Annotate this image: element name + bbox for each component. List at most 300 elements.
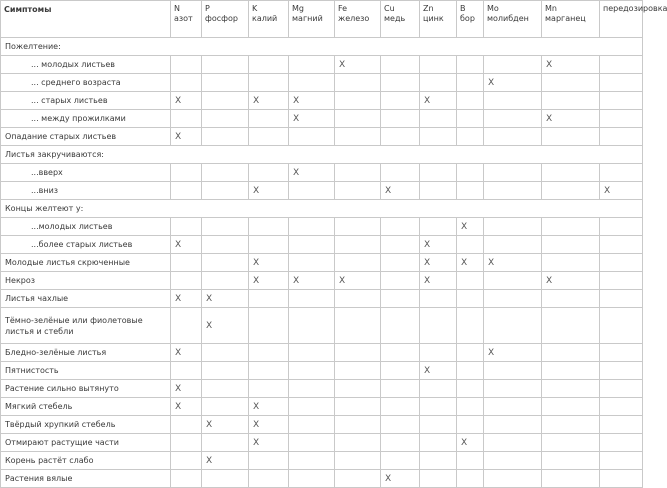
symptom-label: Корень растёт слабо bbox=[1, 452, 171, 470]
element-symbol: Cu bbox=[384, 4, 395, 13]
element-symbol: K bbox=[252, 4, 258, 13]
empty-cell bbox=[202, 236, 249, 254]
empty-cell bbox=[202, 470, 249, 488]
empty-cell bbox=[484, 182, 542, 200]
empty-cell bbox=[542, 344, 600, 362]
empty-cell bbox=[484, 272, 542, 290]
empty-cell bbox=[381, 344, 420, 362]
symptom-group-heading: Листья закручиваются: bbox=[1, 146, 643, 164]
symptom-label: Тёмно-зелёные или фиолетовые листья и стебли bbox=[1, 308, 171, 344]
empty-cell bbox=[542, 164, 600, 182]
empty-cell bbox=[600, 362, 643, 380]
empty-cell bbox=[600, 452, 643, 470]
overdose-label: передозировка bbox=[603, 4, 667, 13]
empty-cell bbox=[600, 344, 643, 362]
element-symbol: Mn bbox=[545, 4, 557, 13]
empty-cell bbox=[420, 308, 457, 344]
deficiency-mark: X bbox=[249, 254, 289, 272]
empty-cell bbox=[420, 470, 457, 488]
empty-cell bbox=[249, 56, 289, 74]
empty-cell bbox=[457, 452, 484, 470]
empty-cell bbox=[484, 470, 542, 488]
empty-cell bbox=[420, 452, 457, 470]
deficiency-mark: X bbox=[171, 236, 202, 254]
deficiency-mark: X bbox=[202, 290, 249, 308]
deficiency-mark: X bbox=[381, 470, 420, 488]
empty-cell bbox=[457, 380, 484, 398]
symptom-label: Бледно-зелёные листья bbox=[1, 344, 171, 362]
empty-cell bbox=[289, 416, 335, 434]
empty-cell bbox=[600, 398, 643, 416]
table-row bbox=[1, 344, 643, 362]
empty-cell bbox=[249, 128, 289, 146]
empty-cell bbox=[335, 164, 381, 182]
empty-cell bbox=[335, 290, 381, 308]
empty-cell bbox=[202, 362, 249, 380]
empty-cell bbox=[420, 416, 457, 434]
empty-cell bbox=[600, 74, 643, 92]
header-magnesium bbox=[289, 1, 335, 38]
symptom-label: Мягкий стебель bbox=[1, 398, 171, 416]
empty-cell bbox=[457, 362, 484, 380]
empty-cell bbox=[171, 218, 202, 236]
empty-cell bbox=[381, 362, 420, 380]
empty-cell bbox=[542, 308, 600, 344]
empty-cell bbox=[202, 56, 249, 74]
table-row bbox=[1, 38, 643, 56]
empty-cell bbox=[249, 380, 289, 398]
empty-cell bbox=[381, 434, 420, 452]
empty-cell bbox=[420, 380, 457, 398]
deficiency-mark: X bbox=[249, 272, 289, 290]
empty-cell bbox=[542, 236, 600, 254]
empty-cell bbox=[457, 344, 484, 362]
table-row bbox=[1, 254, 643, 272]
deficiency-mark: X bbox=[171, 398, 202, 416]
deficiency-mark: X bbox=[420, 92, 457, 110]
table-row bbox=[1, 110, 643, 128]
empty-cell bbox=[420, 182, 457, 200]
empty-cell bbox=[542, 380, 600, 398]
header-copper bbox=[381, 1, 420, 38]
symptom-label: ...вверх bbox=[1, 164, 171, 182]
empty-cell bbox=[420, 434, 457, 452]
table-row bbox=[1, 218, 643, 236]
empty-cell bbox=[381, 164, 420, 182]
empty-cell bbox=[542, 92, 600, 110]
empty-cell bbox=[289, 290, 335, 308]
empty-cell bbox=[289, 380, 335, 398]
empty-cell bbox=[249, 362, 289, 380]
header-molybdenum bbox=[484, 1, 542, 38]
empty-cell bbox=[542, 254, 600, 272]
element-symbol: B bbox=[460, 4, 466, 13]
empty-cell bbox=[381, 272, 420, 290]
empty-cell bbox=[381, 56, 420, 74]
empty-cell bbox=[249, 344, 289, 362]
deficiency-mark: X bbox=[457, 254, 484, 272]
deficiency-mark: X bbox=[457, 218, 484, 236]
empty-cell bbox=[457, 272, 484, 290]
empty-cell bbox=[335, 398, 381, 416]
empty-cell bbox=[542, 74, 600, 92]
deficiency-mark: X bbox=[420, 362, 457, 380]
empty-cell bbox=[202, 218, 249, 236]
element-name: азот bbox=[174, 14, 193, 23]
table-row bbox=[1, 434, 643, 452]
element-symbol: N bbox=[174, 4, 180, 13]
deficiency-mark: X bbox=[335, 272, 381, 290]
empty-cell bbox=[171, 362, 202, 380]
empty-cell bbox=[457, 182, 484, 200]
symptom-label: ...более старых листьев bbox=[1, 236, 171, 254]
empty-cell bbox=[542, 218, 600, 236]
deficiency-mark: X bbox=[289, 110, 335, 128]
empty-cell bbox=[600, 110, 643, 128]
symptom-label: Твёрдый хрупкий стебель bbox=[1, 416, 171, 434]
empty-cell bbox=[542, 470, 600, 488]
deficiency-mark: X bbox=[289, 164, 335, 182]
empty-cell bbox=[289, 182, 335, 200]
empty-cell bbox=[335, 434, 381, 452]
symptom-label: ...вниз bbox=[1, 182, 171, 200]
deficiency-mark: X bbox=[249, 182, 289, 200]
empty-cell bbox=[335, 416, 381, 434]
empty-cell bbox=[171, 452, 202, 470]
empty-cell bbox=[457, 290, 484, 308]
table-row bbox=[1, 380, 643, 398]
empty-cell bbox=[335, 236, 381, 254]
element-name: марганец bbox=[545, 14, 586, 23]
empty-cell bbox=[457, 308, 484, 344]
empty-cell bbox=[335, 380, 381, 398]
empty-cell bbox=[484, 128, 542, 146]
empty-cell bbox=[202, 380, 249, 398]
symptom-label: Растения вялые bbox=[1, 470, 171, 488]
symptom-label: Молодые листья скрюченные bbox=[1, 254, 171, 272]
deficiency-mark: X bbox=[484, 254, 542, 272]
deficiency-mark: X bbox=[249, 416, 289, 434]
empty-cell bbox=[600, 164, 643, 182]
deficiency-mark: X bbox=[171, 92, 202, 110]
element-name: молибден bbox=[487, 14, 529, 23]
empty-cell bbox=[484, 398, 542, 416]
element-name: магний bbox=[292, 14, 323, 23]
empty-cell bbox=[202, 182, 249, 200]
deficiency-mark: X bbox=[335, 56, 381, 74]
empty-cell bbox=[249, 452, 289, 470]
empty-cell bbox=[171, 308, 202, 344]
empty-cell bbox=[249, 470, 289, 488]
symptom-label: ... старых листьев bbox=[1, 92, 171, 110]
empty-cell bbox=[381, 452, 420, 470]
empty-cell bbox=[484, 92, 542, 110]
empty-cell bbox=[381, 398, 420, 416]
deficiency-mark: X bbox=[249, 92, 289, 110]
element-name: фосфор bbox=[205, 14, 238, 23]
empty-cell bbox=[289, 236, 335, 254]
header-overdose bbox=[600, 1, 667, 38]
empty-cell bbox=[249, 74, 289, 92]
deficiency-mark: X bbox=[171, 380, 202, 398]
header-symptoms: Симптомы bbox=[1, 1, 171, 38]
element-name: бор bbox=[460, 14, 475, 23]
empty-cell bbox=[289, 398, 335, 416]
empty-cell bbox=[335, 362, 381, 380]
empty-cell bbox=[335, 110, 381, 128]
deficiency-mark: X bbox=[171, 290, 202, 308]
empty-cell bbox=[457, 164, 484, 182]
element-symbol: Zn bbox=[423, 4, 434, 13]
symptoms-table-body bbox=[1, 38, 643, 488]
table-row bbox=[1, 182, 643, 200]
empty-cell bbox=[600, 470, 643, 488]
empty-cell bbox=[484, 434, 542, 452]
empty-cell bbox=[381, 218, 420, 236]
deficiency-mark: X bbox=[484, 74, 542, 92]
empty-cell bbox=[484, 164, 542, 182]
empty-cell bbox=[202, 164, 249, 182]
deficiency-mark: X bbox=[457, 434, 484, 452]
empty-cell bbox=[289, 128, 335, 146]
table-row bbox=[1, 128, 643, 146]
empty-cell bbox=[542, 416, 600, 434]
deficiency-mark: X bbox=[420, 236, 457, 254]
deficiency-mark: X bbox=[171, 344, 202, 362]
empty-cell bbox=[202, 254, 249, 272]
empty-cell bbox=[457, 470, 484, 488]
empty-cell bbox=[484, 362, 542, 380]
header-boron bbox=[457, 1, 484, 38]
table-row bbox=[1, 92, 643, 110]
table-row bbox=[1, 56, 643, 74]
empty-cell bbox=[484, 236, 542, 254]
empty-cell bbox=[420, 344, 457, 362]
empty-cell bbox=[249, 110, 289, 128]
element-name: цинк bbox=[423, 14, 444, 23]
empty-cell bbox=[600, 56, 643, 74]
empty-cell bbox=[381, 290, 420, 308]
empty-cell bbox=[600, 290, 643, 308]
element-symbol: Mg bbox=[292, 4, 304, 13]
empty-cell bbox=[484, 290, 542, 308]
empty-cell bbox=[171, 164, 202, 182]
empty-cell bbox=[420, 290, 457, 308]
header-phosphorus bbox=[202, 1, 249, 38]
empty-cell bbox=[335, 74, 381, 92]
empty-cell bbox=[542, 398, 600, 416]
empty-cell bbox=[289, 434, 335, 452]
table-row bbox=[1, 272, 643, 290]
symptom-label: Некроз bbox=[1, 272, 171, 290]
empty-cell bbox=[381, 416, 420, 434]
empty-cell bbox=[484, 308, 542, 344]
empty-cell bbox=[381, 92, 420, 110]
empty-cell bbox=[420, 110, 457, 128]
empty-cell bbox=[484, 56, 542, 74]
empty-cell bbox=[335, 218, 381, 236]
empty-cell bbox=[484, 380, 542, 398]
empty-cell bbox=[600, 416, 643, 434]
empty-cell bbox=[335, 254, 381, 272]
table-row bbox=[1, 470, 643, 488]
empty-cell bbox=[202, 272, 249, 290]
element-name: калий bbox=[252, 14, 278, 23]
element-name: медь bbox=[384, 14, 406, 23]
table-row bbox=[1, 200, 643, 218]
symptom-label: ...молодых листьев bbox=[1, 218, 171, 236]
empty-cell bbox=[381, 380, 420, 398]
table-row bbox=[1, 452, 643, 470]
empty-cell bbox=[249, 308, 289, 344]
empty-cell bbox=[484, 110, 542, 128]
empty-cell bbox=[335, 308, 381, 344]
empty-cell bbox=[171, 434, 202, 452]
deficiency-mark: X bbox=[484, 344, 542, 362]
table-row bbox=[1, 290, 643, 308]
empty-cell bbox=[542, 452, 600, 470]
deficiency-mark: X bbox=[542, 56, 600, 74]
empty-cell bbox=[381, 74, 420, 92]
empty-cell bbox=[289, 452, 335, 470]
empty-cell bbox=[171, 56, 202, 74]
deficiency-mark: X bbox=[600, 182, 643, 200]
empty-cell bbox=[457, 416, 484, 434]
empty-cell bbox=[202, 92, 249, 110]
empty-cell bbox=[420, 74, 457, 92]
empty-cell bbox=[289, 362, 335, 380]
header-nitrogen bbox=[171, 1, 202, 38]
empty-cell bbox=[600, 92, 643, 110]
empty-cell bbox=[249, 290, 289, 308]
table-row bbox=[1, 308, 643, 344]
symptom-label: ... между прожилками bbox=[1, 110, 171, 128]
empty-cell bbox=[171, 272, 202, 290]
empty-cell bbox=[289, 470, 335, 488]
empty-cell bbox=[289, 344, 335, 362]
empty-cell bbox=[542, 182, 600, 200]
deficiency-mark: X bbox=[542, 272, 600, 290]
empty-cell bbox=[420, 128, 457, 146]
empty-cell bbox=[600, 254, 643, 272]
empty-cell bbox=[542, 128, 600, 146]
empty-cell bbox=[289, 56, 335, 74]
deficiency-mark: X bbox=[542, 110, 600, 128]
empty-cell bbox=[420, 164, 457, 182]
symptom-label: ... среднего возраста bbox=[1, 74, 171, 92]
header-manganese bbox=[542, 1, 600, 38]
empty-cell bbox=[171, 74, 202, 92]
empty-cell bbox=[249, 218, 289, 236]
element-name: железо bbox=[338, 14, 370, 23]
empty-cell bbox=[600, 236, 643, 254]
deficiency-mark: X bbox=[202, 416, 249, 434]
empty-cell bbox=[457, 92, 484, 110]
symptom-label: Отмирают растущие части bbox=[1, 434, 171, 452]
empty-cell bbox=[289, 74, 335, 92]
empty-cell bbox=[335, 182, 381, 200]
empty-cell bbox=[335, 92, 381, 110]
empty-cell bbox=[289, 308, 335, 344]
empty-cell bbox=[335, 344, 381, 362]
empty-cell bbox=[381, 254, 420, 272]
empty-cell bbox=[202, 110, 249, 128]
empty-cell bbox=[542, 434, 600, 452]
deficiency-mark: X bbox=[249, 434, 289, 452]
deficiency-mark: X bbox=[171, 128, 202, 146]
empty-cell bbox=[202, 344, 249, 362]
deficiency-mark: X bbox=[202, 308, 249, 344]
header-iron bbox=[335, 1, 381, 38]
empty-cell bbox=[600, 380, 643, 398]
empty-cell bbox=[171, 254, 202, 272]
empty-cell bbox=[600, 272, 643, 290]
empty-cell bbox=[171, 416, 202, 434]
empty-cell bbox=[542, 362, 600, 380]
deficiency-mark: X bbox=[289, 92, 335, 110]
empty-cell bbox=[381, 128, 420, 146]
table-row bbox=[1, 236, 643, 254]
empty-cell bbox=[420, 398, 457, 416]
table-row bbox=[1, 398, 643, 416]
empty-cell bbox=[600, 128, 643, 146]
empty-cell bbox=[202, 434, 249, 452]
empty-cell bbox=[289, 218, 335, 236]
empty-cell bbox=[335, 452, 381, 470]
symptom-label: Листья чахлые bbox=[1, 290, 171, 308]
empty-cell bbox=[457, 128, 484, 146]
empty-cell bbox=[484, 416, 542, 434]
empty-cell bbox=[381, 110, 420, 128]
symptom-group-heading: Концы желтеют у: bbox=[1, 200, 643, 218]
empty-cell bbox=[171, 182, 202, 200]
empty-cell bbox=[420, 218, 457, 236]
empty-cell bbox=[457, 110, 484, 128]
deficiency-mark: X bbox=[202, 452, 249, 470]
empty-cell bbox=[335, 470, 381, 488]
header-row bbox=[1, 1, 643, 38]
empty-cell bbox=[457, 56, 484, 74]
empty-cell bbox=[381, 308, 420, 344]
element-symbol: Fe bbox=[338, 4, 348, 13]
table-row bbox=[1, 146, 643, 164]
empty-cell bbox=[484, 452, 542, 470]
symptom-label: Опадание старых листьев bbox=[1, 128, 171, 146]
empty-cell bbox=[600, 308, 643, 344]
table-row bbox=[1, 362, 643, 380]
empty-cell bbox=[457, 236, 484, 254]
header-potassium bbox=[249, 1, 289, 38]
empty-cell bbox=[202, 398, 249, 416]
deficiency-mark: X bbox=[381, 182, 420, 200]
deficiency-mark: X bbox=[249, 398, 289, 416]
table-row bbox=[1, 74, 643, 92]
empty-cell bbox=[484, 218, 542, 236]
header-zinc bbox=[420, 1, 457, 38]
empty-cell bbox=[171, 470, 202, 488]
empty-cell bbox=[335, 128, 381, 146]
empty-cell bbox=[457, 74, 484, 92]
empty-cell bbox=[249, 236, 289, 254]
symptom-group-heading: Пожелтение: bbox=[1, 38, 643, 56]
empty-cell bbox=[381, 236, 420, 254]
deficiency-mark: X bbox=[420, 254, 457, 272]
table-row bbox=[1, 164, 643, 182]
element-symbol: P bbox=[205, 4, 210, 13]
deficiency-mark: X bbox=[420, 272, 457, 290]
symptom-label: Пятнистость bbox=[1, 362, 171, 380]
element-symbol: Mo bbox=[487, 4, 499, 13]
